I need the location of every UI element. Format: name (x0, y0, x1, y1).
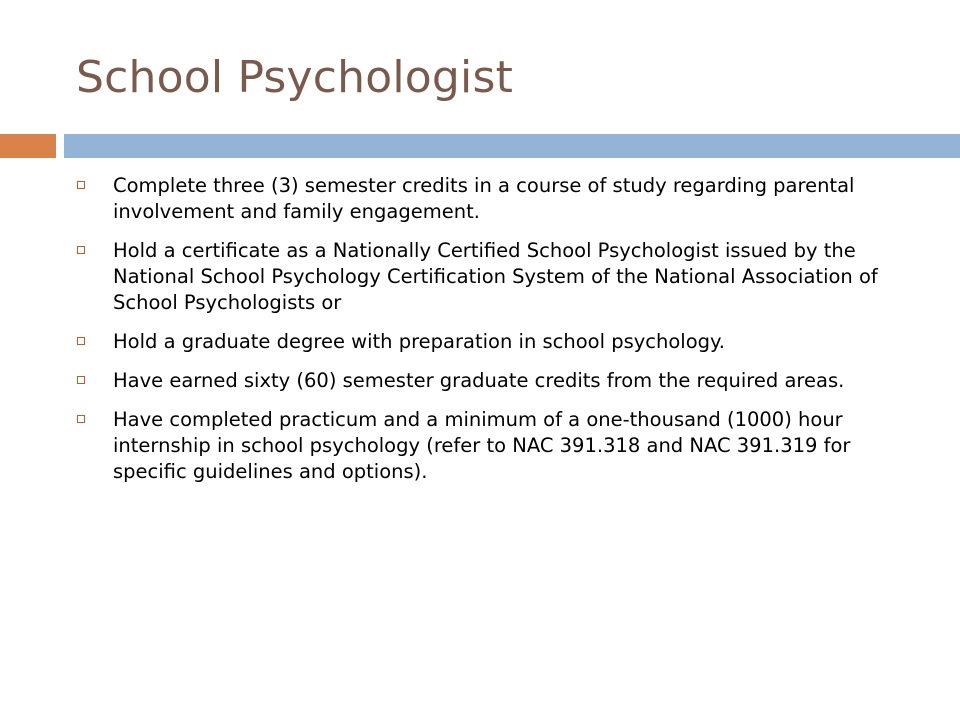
hollow-square-icon (77, 415, 85, 423)
hollow-square-icon (77, 376, 85, 384)
bullet-text: Have completed practicum and a minimum of a one-thousand (1000) hour internship in school psychology (refer to NAC 391.318 and NAC 391.319 for specific guidelines and options). (113, 408, 851, 483)
bullet-text: Complete three (3) semester credits in a course of study regarding parental involvement and family engagement. (113, 174, 855, 223)
bullet-item (76, 407, 926, 485)
slide-title: School Psychologist (76, 52, 514, 103)
bullet-text: Hold a certificate as a Nationally Certified School Psychologist issued by the National School Psychology Certification System of the National Association of School Psychologists or (113, 239, 878, 314)
bullet-item (76, 238, 926, 316)
hollow-square-icon (77, 337, 85, 345)
bullet-item (76, 368, 926, 394)
bullet-item (76, 173, 926, 225)
accent-bar-orange (0, 134, 56, 158)
bullet-text: Have earned sixty (60) semester graduate credits from the required areas. (113, 369, 845, 392)
bullet-list (76, 173, 926, 498)
bullet-item (76, 329, 926, 355)
hollow-square-icon (77, 181, 85, 189)
bullet-text: Hold a graduate degree with preparation in school psychology. (113, 330, 725, 353)
accent-bar-blue (64, 134, 960, 158)
hollow-square-icon (77, 246, 85, 254)
